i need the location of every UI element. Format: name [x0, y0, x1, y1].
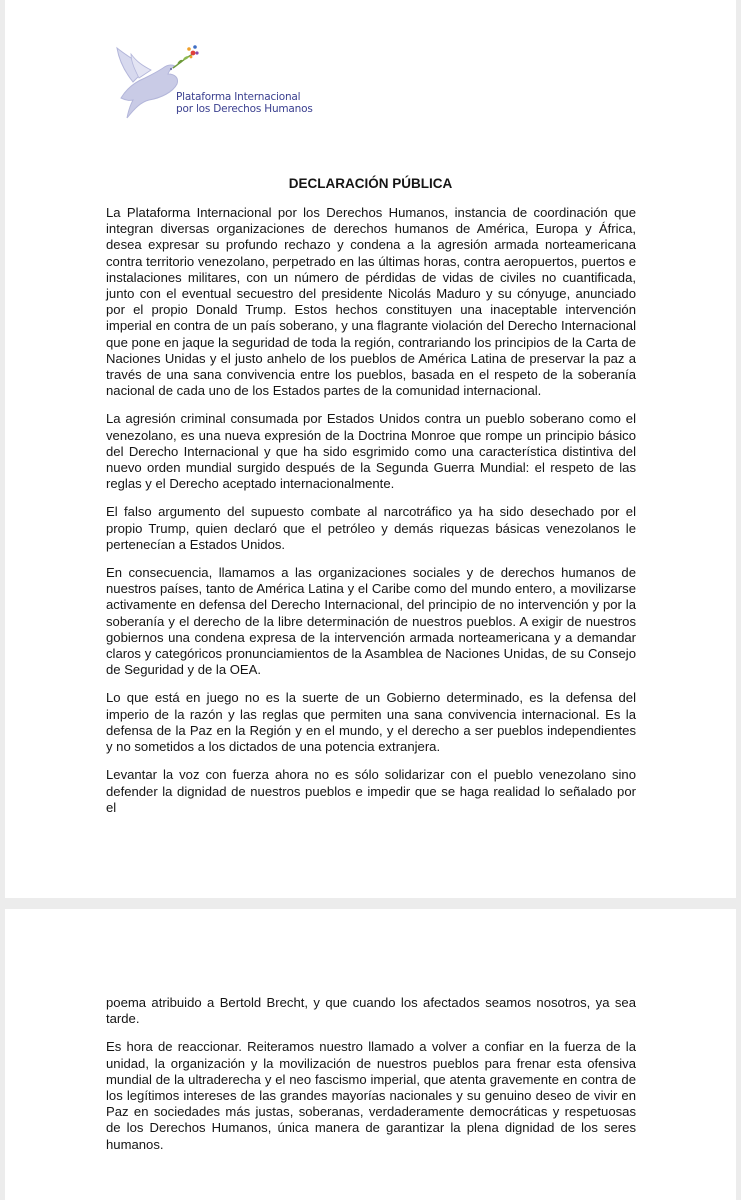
paragraph: En consecuencia, llamamos a las organizaciones sociales y de derechos humanos de nuestros países, tanto de América Latina y el Caribe como del mundo entero, a movilizarse activamente en defensa del Derecho Internacional, del principio de no intervención y por la soberanía y el derecho de la libre determinación de nuestros pueblos. A exigir de nuestros gobiernos una condena expresa de la intervención armada norteamericana y a demandar claros y categóricos pronunciamientos de la Asamblea de Naciones Unidas, de su Consejo de Seguridad y de la OEA.: [106, 565, 636, 678]
document-body-page-2: [106, 995, 636, 1165]
paragraph: La agresión criminal consumada por Estados Unidos contra un pueblo soberano como el venezolano, es una nueva expresión de la Doctrina Monroe que rompe un principio básico del Derecho Internacional y que ha sido esgrimido como una característica distintiva del nuevo orden mundial surgido después de la Segunda Guerra Mundial: el respeto de las reglas y el Derecho aceptado internacionalmente.: [106, 411, 636, 492]
logo-text-line-2: por los Derechos Humanos: [176, 103, 313, 115]
document-page-2: [5, 909, 736, 1200]
paragraph: poema atribuido a Bertold Brecht, y que cuando los afectados seamos nosotros, ya sea tarde.: [106, 995, 636, 1027]
logo-text-line-1: Plataforma Internacional: [176, 91, 301, 103]
document-page-1: [5, 0, 736, 898]
logo-text: [176, 91, 313, 115]
organization-logo: [113, 38, 313, 124]
paragraph: Levantar la voz con fuerza ahora no es sólo solidarizar con el pueblo venezolano sino defender la dignidad de nuestros pueblos e impedir que se haga realidad lo señalado por el: [106, 767, 636, 815]
paragraph: Lo que está en juego no es la suerte de un Gobierno determinado, es la defensa del imperio de la razón y las reglas que permiten una sana convivencia internacional. Es la defensa de la Paz en la Región y en el mundo, y el derecho a ser pueblos independientes y no sometidos a los dictados de una potencia extranjera.: [106, 690, 636, 755]
paragraph: La Plataforma Internacional por los Derechos Humanos, instancia de coordinación que integran diversas organizaciones de derechos humanos de América, Europa y África, desea expresar su profundo rechazo y condena a la agresión armada norteamericana contra territorio venezolano, perpetrado en las últimas horas, contra aeropuertos, puertos e instalaciones militares, con un número de pérdidas de vidas de civiles no cuantificada, junto con el eventual secuestro del presidente Nicolás Maduro y su cónyuge, anunciado por el propio Donald Trump. Estos hechos constituyen una inaceptable intervención imperial en contra de un país soberano, y una flagrante violación del Derecho Internacional que pone en jaque la seguridad de toda la región, contrariando los principios de la Carta de Naciones Unidas y el justo anhelo de los pueblos de América Latina de preservar la paz a través de una sana convivencia entre los pueblos, basada en el respeto de la soberanía nacional de cada uno de los Estados partes de la comunidad internacional.: [106, 205, 636, 399]
document-body-page-1: [106, 205, 636, 828]
document-title: DECLARACIÓN PÚBLICA: [288, 176, 453, 191]
paragraph: Es hora de reaccionar. Reiteramos nuestro llamado a volver a confiar en la fuerza de la unidad, la organización y la movilización de nuestros pueblos para frenar esta ofensiva mundial de la ultraderecha y el neo fascismo imperial, que atenta gravemente en contra de los legítimos intereses de las grandes mayorías nacionales y su genuino deseo de vivir en Paz en sociedades más justas, soberanas, verdaderamente democráticas y respetuosas de los Derechos Humanos, única manera de garantizar la plena dignidad de los seres humanos.: [106, 1039, 636, 1152]
paragraph: El falso argumento del supuesto combate al narcotráfico ya ha sido desechado por el propio Trump, quien declaró que el petróleo y demás riquezas básicas venezolanos le pertenecían a Estados Unidos.: [106, 504, 636, 552]
